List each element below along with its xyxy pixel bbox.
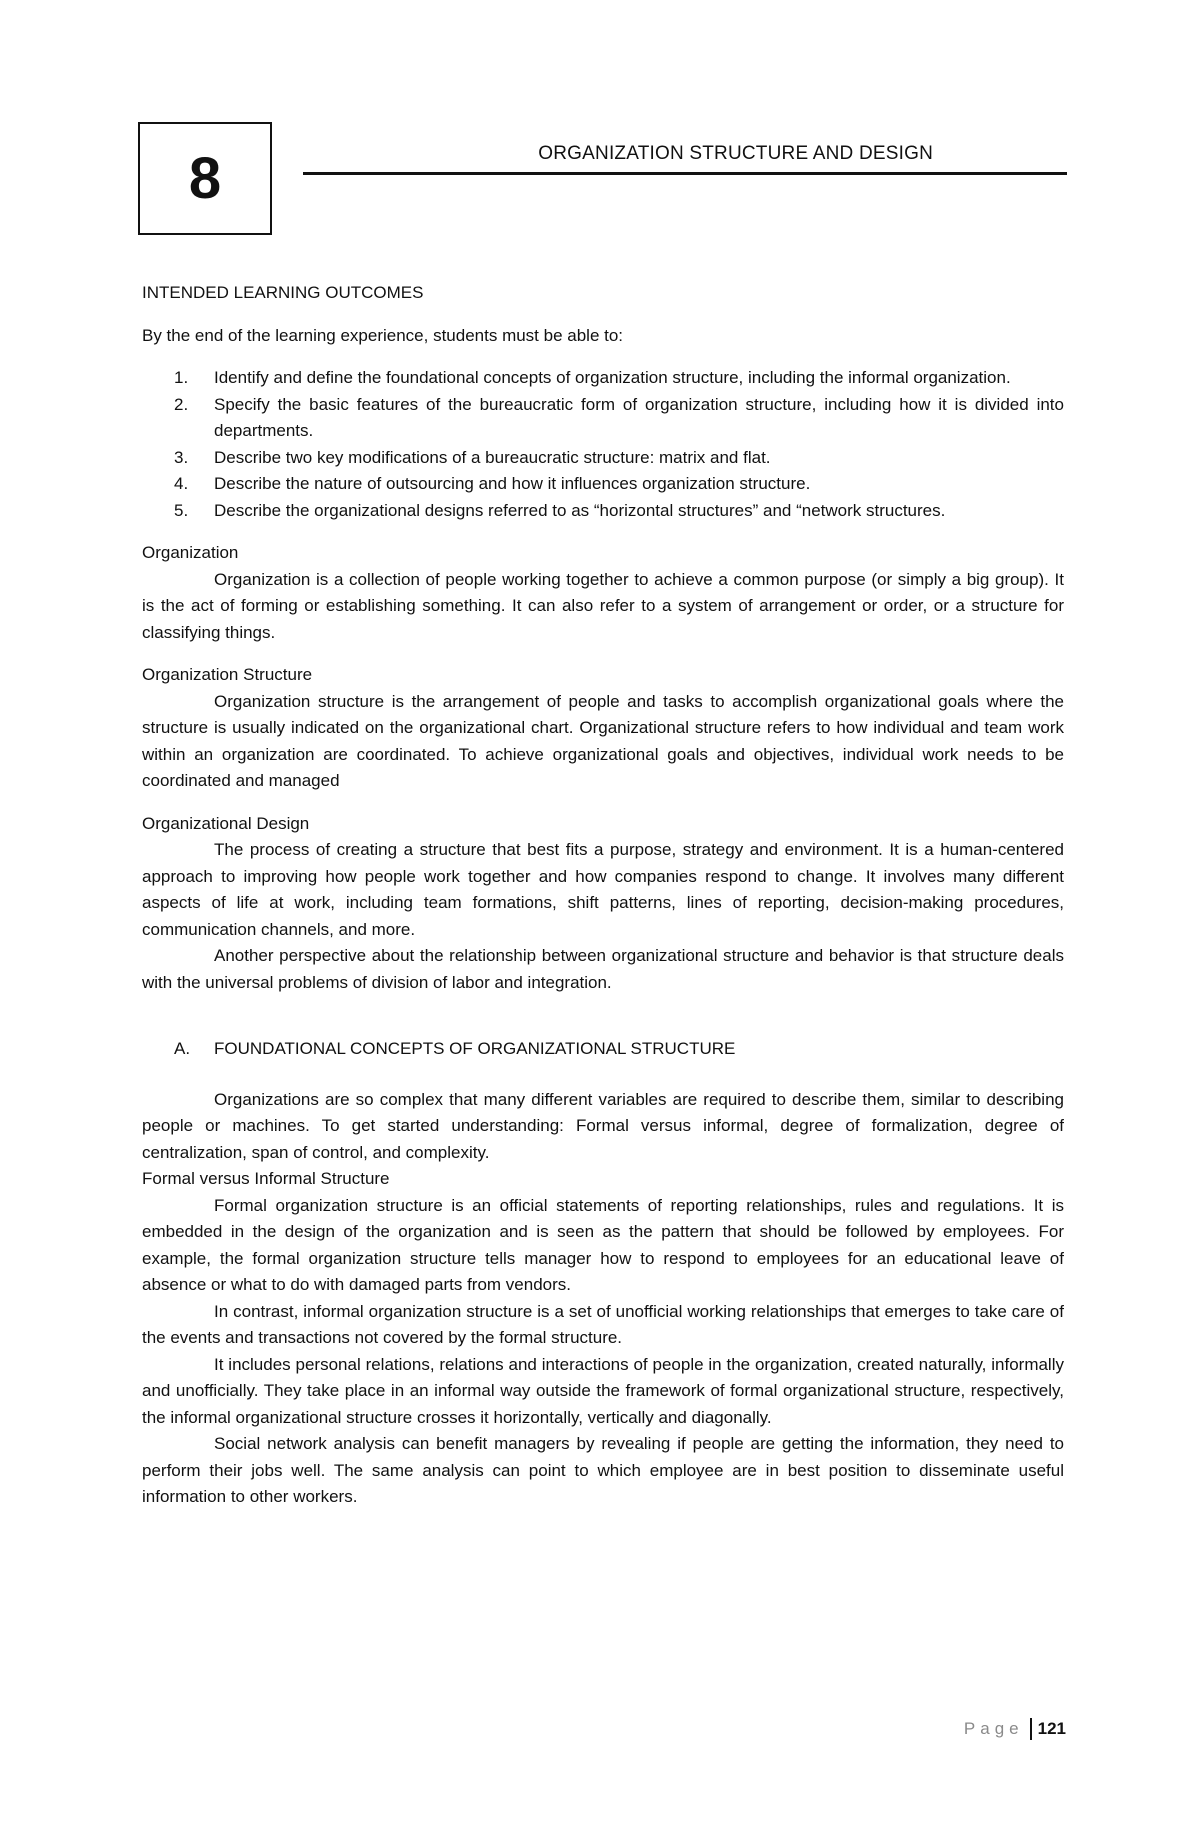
- org-design-body-2: Another perspective about the relationship between organizational structure and behavior is that structure deals with the universal problems of division of labor and integration.: [142, 946, 1064, 992]
- section-letter: A.: [174, 1039, 191, 1058]
- section-a-heading: [142, 1036, 1064, 1063]
- list-text: Specify the basic features of the bureaucratic form of organization structure, including how it is divided into departments.: [214, 394, 1064, 440]
- page-footer: [964, 1718, 1066, 1740]
- title-divider: [303, 172, 1067, 175]
- page-content: [142, 280, 1064, 1511]
- outcomes-heading: INTENDED LEARNING OUTCOMES: [142, 283, 424, 302]
- list-item: [142, 471, 1064, 498]
- list-text: Describe two key modifications of a bureaucratic structure: matrix and flat.: [214, 447, 771, 467]
- page-separator: [1030, 1718, 1032, 1740]
- page-number: 121: [1037, 1719, 1066, 1738]
- section-title: FOUNDATIONAL CONCEPTS OF ORGANIZATIONAL STRUCTURE: [214, 1039, 736, 1058]
- informal-includes-paragraph: It includes personal relations, relations and interactions of people in the organization, created naturally, informally and unofficially. They take place in an informal way outside the framework of formal organizational structure, respectively, the informal organizational structure crosses it horizontally, vertically and diagonally.: [142, 1354, 1064, 1427]
- list-number: 2.: [174, 394, 189, 414]
- list-number: 5.: [174, 500, 189, 520]
- list-item: [142, 392, 1064, 445]
- list-number: 1.: [174, 368, 189, 387]
- organization-heading: Organization: [142, 543, 239, 562]
- list-item: [142, 365, 1064, 392]
- formal-structure-paragraph: Formal organization structure is an official statements of reporting relationships, rules and regulations. It is embedded in the design of the organization and is seen as the pattern that should be followed by employees. For example, the formal organization structure tells manager how to respond to employees for an educational leave of absence or what to do with damaged parts from vendors.: [142, 1195, 1064, 1294]
- org-structure-body: Organization structure is the arrangement of people and tasks to accomplish organizational goals where the structure is usually indicated on the organizational chart. Organizational structure refers to how individual and team work within an organization are coordinated. To achieve organizational goals and objectives, individual work needs to be coordinated and managed: [142, 691, 1064, 790]
- list-item: [142, 445, 1064, 472]
- list-text: Describe the nature of outsourcing and how it influences organization structure.: [214, 474, 811, 493]
- chapter-title: ORGANIZATION STRUCTURE AND DESIGN: [538, 143, 933, 164]
- section-a-intro: Organizations are so complex that many different variables are required to describe them, similar to describing people or machines. To get started understanding: Formal versus informal, degree of formalization, degree of centralization, span of control, and complexity.: [142, 1089, 1064, 1162]
- informal-structure-paragraph: In contrast, informal organization structure is a set of unofficial working relationships that emerges to take care of the events and transactions not covered by the formal structure.: [142, 1301, 1064, 1347]
- chapter-number-box: [138, 122, 272, 235]
- list-text: Describe the organizational designs referred to as “horizontal structures” and “network structures.: [214, 500, 946, 520]
- list-item: [142, 498, 1064, 525]
- outcomes-list: [142, 365, 1064, 524]
- organization-body: Organization is a collection of people working together to achieve a common purpose (or simply a big group). It is the act of forming or establishing something. It can also refer to a system of arrangement or order, or a structure for classifying things.: [142, 569, 1064, 642]
- list-text: Identify and define the foundational concepts of organization structure, including the informal organization.: [214, 368, 1011, 387]
- page-label: Page: [963, 1719, 1024, 1738]
- org-structure-heading: Organization Structure: [142, 665, 313, 684]
- formal-informal-heading: Formal versus Informal Structure: [142, 1169, 390, 1188]
- list-number: 4.: [174, 474, 189, 493]
- org-design-heading: Organizational Design: [142, 813, 310, 833]
- chapter-number: 8: [188, 146, 222, 211]
- list-number: 3.: [174, 447, 189, 467]
- org-design-body-1: The process of creating a structure that best fits a purpose, strategy and environment. It is a human-centered approach to improving how people work together and how companies respond to change. It involves many different aspects of life at work, including team formations, shift patterns, lines of reporting, decision-making procedures, communication channels, and more.: [142, 840, 1064, 939]
- outcomes-intro: By the end of the learning experience, students must be able to:: [142, 325, 624, 345]
- social-network-paragraph: Social network analysis can benefit managers by revealing if people are getting the information, they need to perform their jobs well. The same analysis can point to which employee are in best position to disseminate useful information to other workers.: [142, 1434, 1064, 1506]
